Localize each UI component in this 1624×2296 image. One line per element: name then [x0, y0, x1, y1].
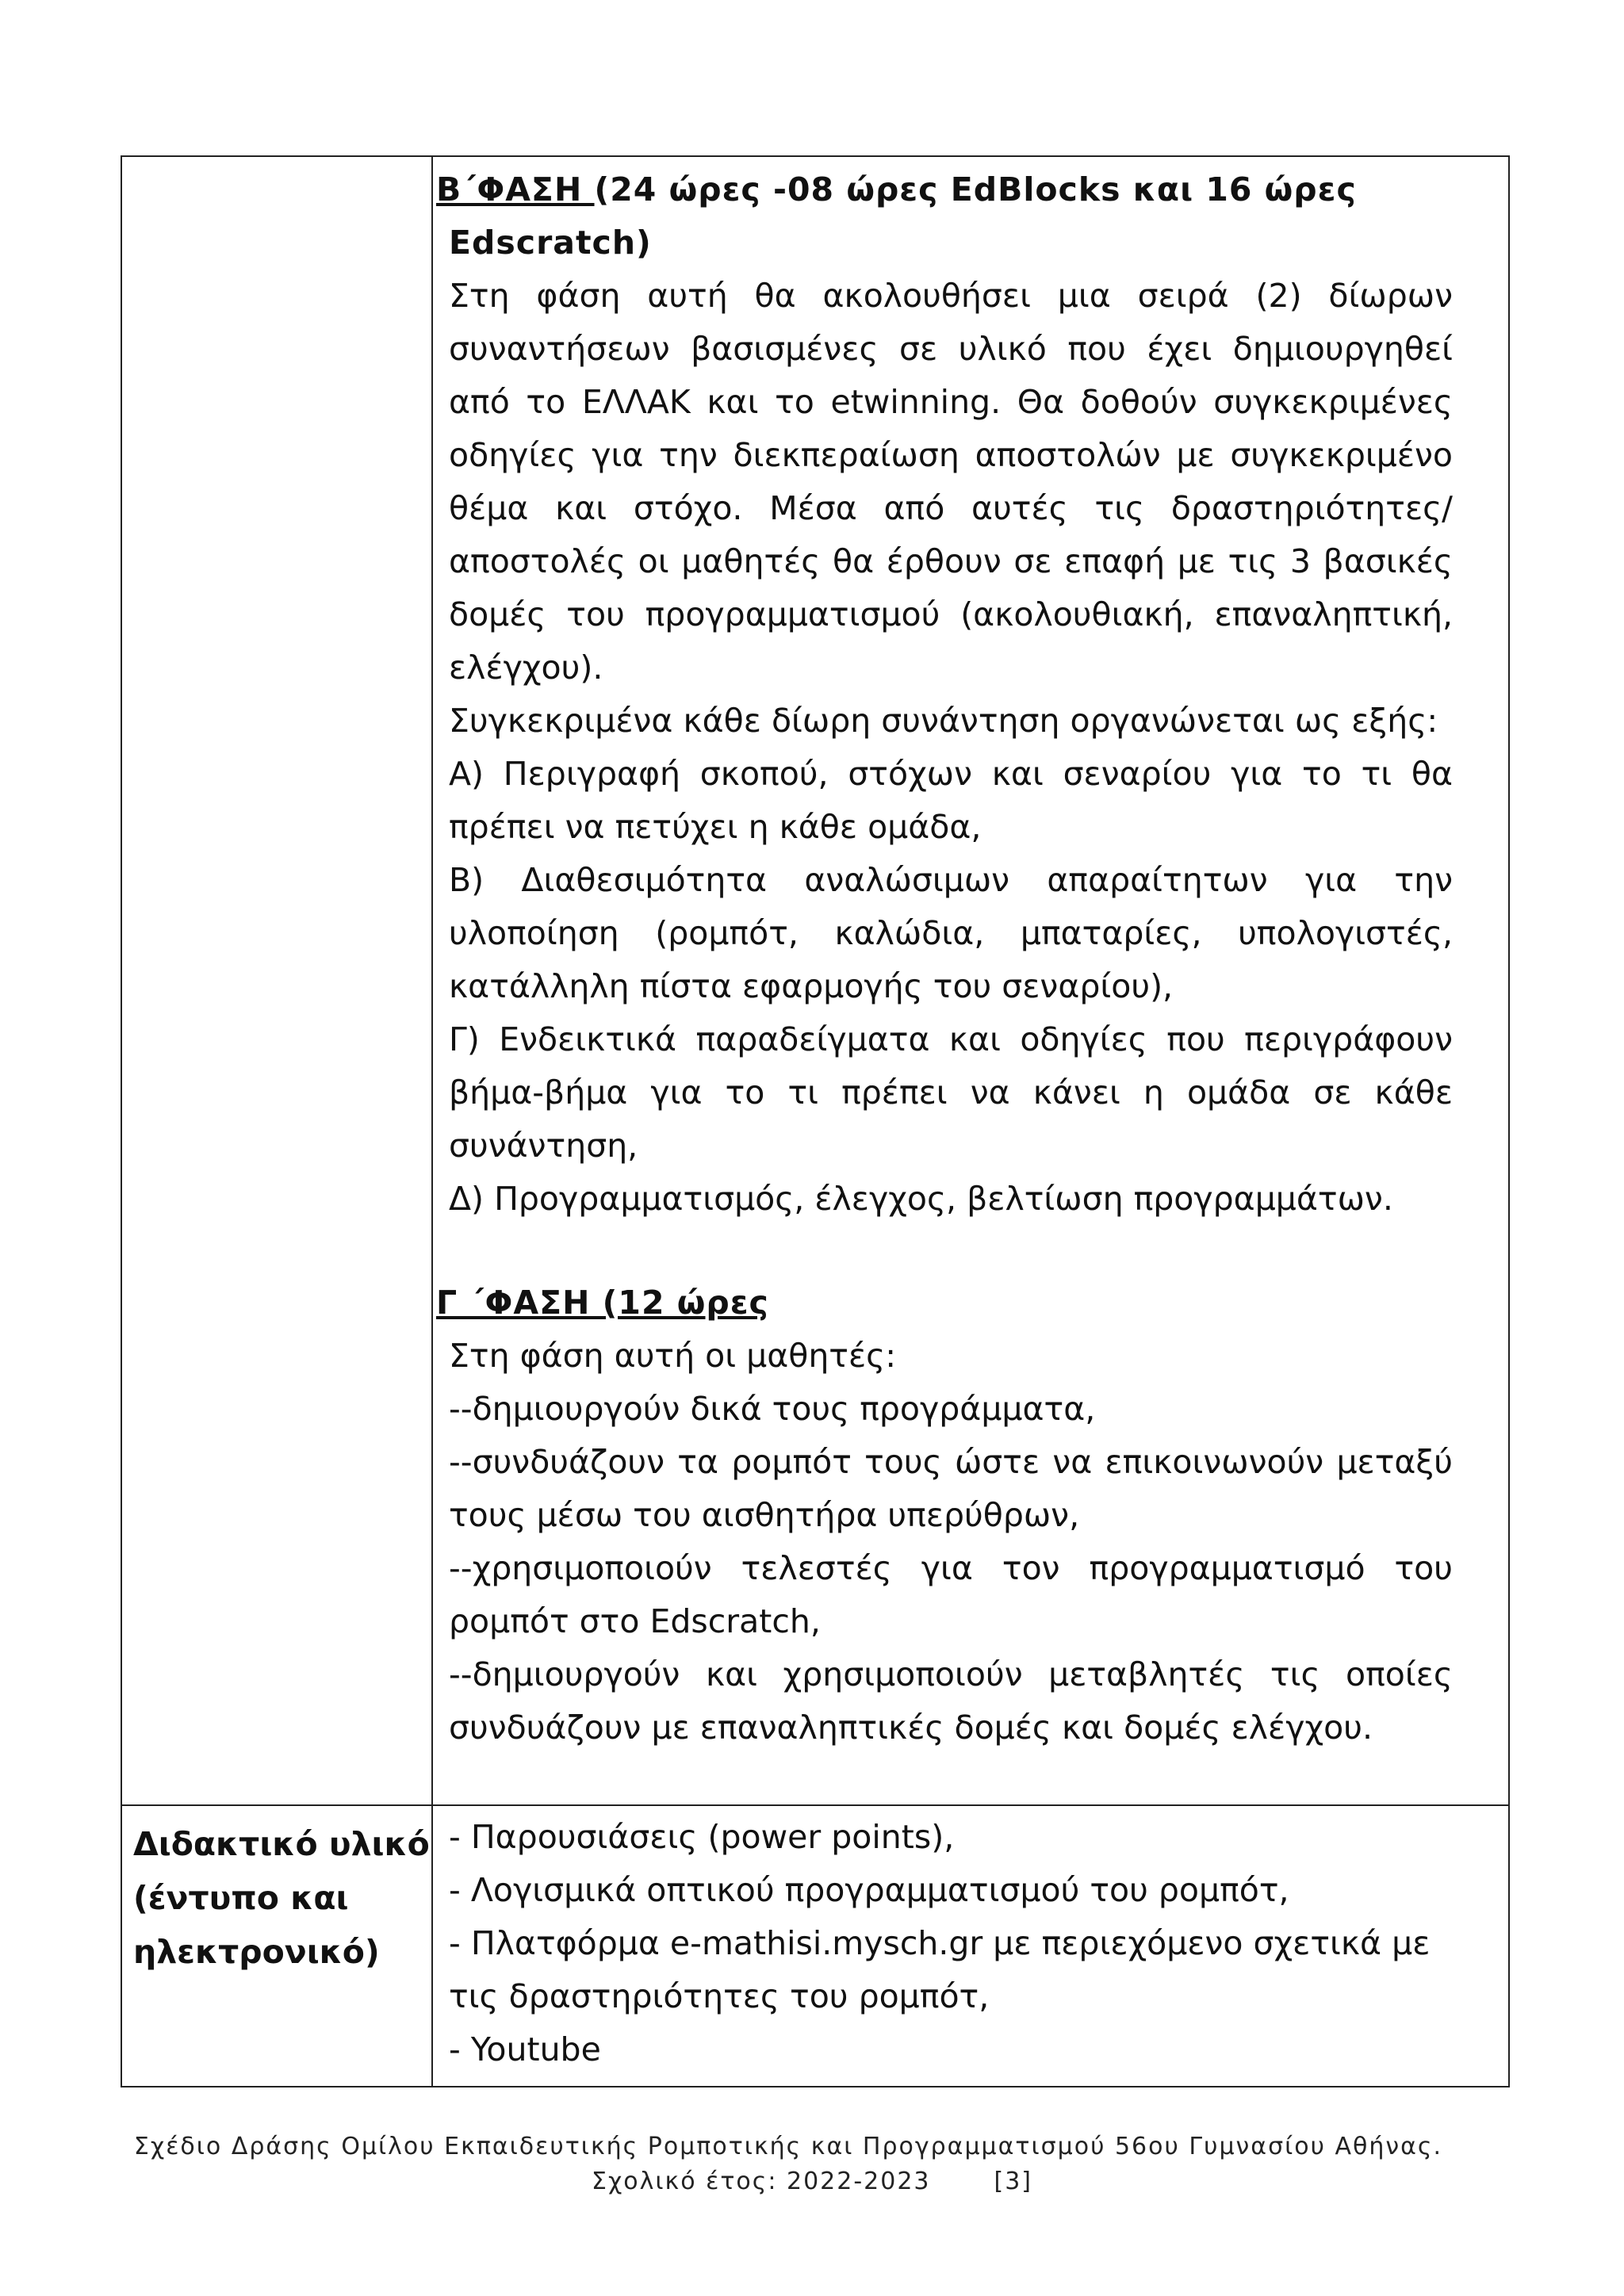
page-number: [3] [994, 2168, 1033, 2195]
phases-cell [432, 156, 1509, 1805]
phase-b-item-c: Γ) Ενδεικτικά παραδείγματα και οδηγίες που περιγράφουν βήμα-βήμα για το τι πρέπει να κάνει η ομάδα σε κάθε συνάντηση, [449, 1020, 1453, 1165]
plan-table [121, 155, 1510, 2087]
phase-c-heading [436, 1276, 1453, 1330]
footer-school-year: Σχολικό έτος: 2022-2023 [591, 2168, 931, 2195]
phase-b-heading-line2: Edscratch) [449, 224, 652, 262]
material-row [121, 1805, 1509, 2087]
material-label-line: Διδακτικό υλικό [133, 1825, 430, 1863]
material-list-cell [432, 1805, 1509, 2087]
material-item: - Λογισμικά οπτικού προγραμματισμού του ρομπότ, [449, 1871, 1289, 1909]
footer-title: Σχέδιο Δράσης Ομίλου Εκπαιδευτικής Ρομποτικής και Προγραμματισμού 56ου Γυμνασίου Αθήνας. [133, 2133, 1443, 2160]
material-item: - Πλατφόρμα e-mathisi.mysch.gr με περιεχόμενο σχετικά με τις δραστηριότητες του ρομπότ, [449, 1924, 1431, 2015]
page-footer [0, 2130, 1624, 2199]
material-label-cell [121, 1805, 432, 2087]
phase-c-intro: Στη φάση αυτή οι μαθητές: [449, 1337, 897, 1375]
phase-c-item: --δημιουργούν και χρησιμοποιούν μεταβλητές τις οποίες συνδυάζουν με επαναληπτικές δομές και δομές ελέγχου. [449, 1655, 1453, 1747]
phase-b-item-b: Β) Διαθεσιμότητα αναλώσιμων απαραίτητων για την υλοποίηση (ρομπότ, καλώδια, μπαταρίες, υπολογιστές, κατάλληλη πίστα εφαρμογής του σεναρίου), [449, 861, 1453, 1005]
phase-b-item-a: Α) Περιγραφή σκοπού, στόχων και σεναρίου για το τι θα πρέπει να πετύχει η κάθε ομάδα, [449, 755, 1453, 846]
phase-c-item: --χρησιμοποιούν τελεστές για τον προγραμματισμό του ρομπότ στο Edscratch, [449, 1549, 1453, 1640]
phase-c-item: --δημιουργούν δικά τους προγράμματα, [449, 1390, 1096, 1428]
footer-year-line [0, 2164, 1624, 2199]
material-item: - Παρουσιάσεις (power points), [449, 1818, 955, 1856]
phase-b-paragraph: Συγκεκριμένα κάθε δίωρη συνάντηση οργανώνεται ως εξής: [449, 702, 1438, 740]
phase-c-heading-text: Γ ΄ΦΑΣΗ (12 ώρες [436, 1284, 769, 1322]
material-label-line: ηλεκτρονικό) [133, 1933, 380, 1971]
phase-b-paragraph: Στη φάση αυτή θα ακολουθήσει μια σειρά (2) δίωρων συναντήσεων βασισμένες σε υλικό που έχει δημιουργηθεί από το ΕΛΛΑΚ και το etwinning. Θα δοθούν συγκεκριμένες οδηγίες για την διεκπεραίωση αποστολών με συγκεκριμένο θέμα και στόχο. Μέσα από αυτές τις δραστηριότητες/ αποστολές οι μαθητές θα έρθουν σε επαφή με τις 3 βασικές δομές του προγραμματισμού (ακολουθιακή, επαναληπτική, ελέγχου). [449, 277, 1453, 687]
empty-label-cell [121, 156, 432, 1805]
phase-b-heading-underlined: Β΄ΦΑΣΗ [436, 170, 595, 209]
material-item: - Youtube [449, 2030, 601, 2068]
phase-b-item-d: Δ) Προγραμματισμός, έλεγχος, βελτίωση προγραμμάτων. [449, 1180, 1393, 1218]
phase-c-item: --συνδυάζουν τα ρομπότ τους ώστε να επικοινωνούν μεταξύ τους μέσω του αισθητήρα υπερύθρων, [449, 1443, 1453, 1534]
phase-b-heading-rest: (24 ώρες -08 ώρες EdBlocks και 16 ώρες [594, 170, 1357, 209]
material-label-line: (έντυπο και [133, 1879, 349, 1917]
phase-b-heading [436, 163, 1453, 216]
phases-row [121, 156, 1509, 1805]
